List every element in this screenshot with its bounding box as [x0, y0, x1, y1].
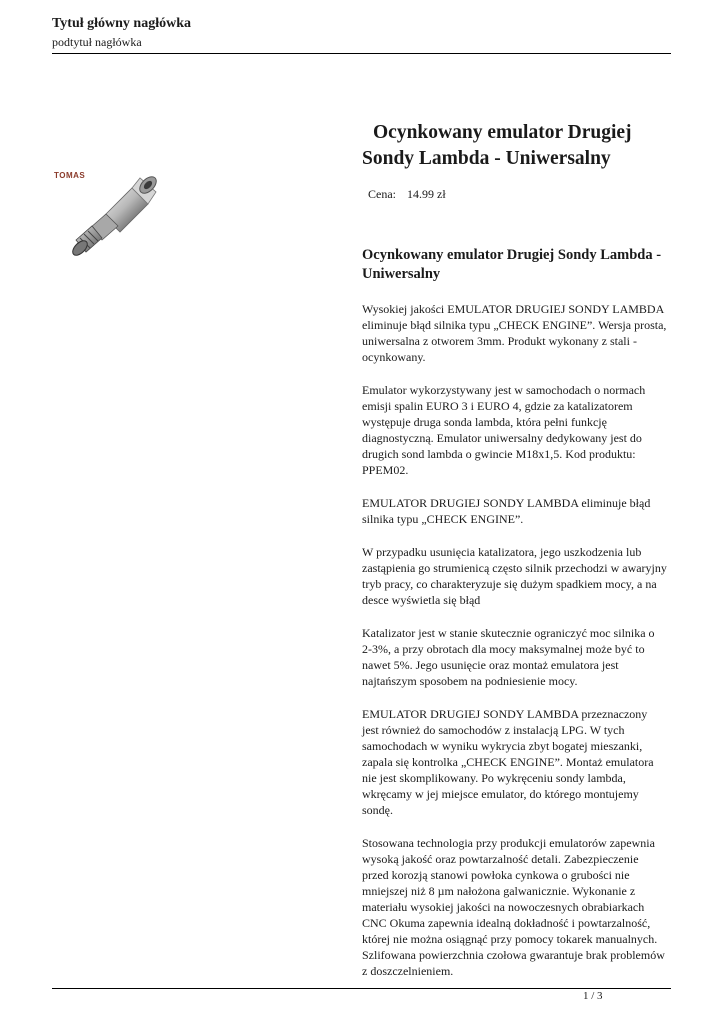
- product-title-line: Sondy Lambda - Uniwersalny: [362, 148, 611, 169]
- paragraph-line: przed korozją stanowi powłoka cynkowa o grubości nie: [362, 868, 630, 882]
- paragraph-line: występuje druga sonda lambda, która pełni funkcję: [362, 415, 607, 429]
- paragraph-line: której nie można osiągnąć przy pomocy tokarek manualnych.: [362, 932, 658, 946]
- description-heading-line: Ocynkowany emulator Drugiej Sondy Lambda -: [362, 247, 662, 263]
- header-subtitle: podtytuł nagłówka: [52, 35, 142, 49]
- paragraph-line: CNC Okuma zapewnia idealną dokładność i powtarzalność,: [362, 916, 651, 930]
- product-description: [362, 246, 680, 996]
- paragraph-line: zastąpienia go strumienicą często silnik przechodzi w awaryjny: [362, 561, 667, 575]
- footer-divider: [52, 988, 671, 989]
- description-paragraph: [362, 544, 680, 608]
- price-label: Cena:: [368, 187, 396, 201]
- paragraph-line: Stosowana technologia przy produkcji emulatorów zapewnia: [362, 836, 655, 850]
- paragraph-line: tryb pracy, co charakteryzuje się dużym spadkiem mocy, a na: [362, 577, 657, 591]
- paragraph-line: z doszczelnieniem.: [362, 964, 454, 978]
- paragraph-line: diagnostyczną. Emulator uniwersalny dedykowany jest do: [362, 431, 642, 445]
- paragraph-line: samochodach w wyniku wykrycia zbyt bogatej mieszanki,: [362, 739, 643, 753]
- paragraph-line: Katalizator jest w stanie skutecznie ograniczyć moc silnika o: [362, 626, 655, 640]
- paragraph-line: najtańszym sposobem na podniesienie mocy.: [362, 674, 578, 688]
- description-paragraph: [362, 382, 680, 478]
- paragraph-line: 2-3%, a przy obrotach dla mocy maksymalnej może być to: [362, 642, 645, 656]
- paragraph-line: drugich sond lambda o gwincie M18x1,5. Kod produktu:: [362, 447, 636, 461]
- paragraph-line: PPEM02.: [362, 463, 409, 477]
- description-paragraphs: [362, 301, 680, 979]
- product-image: [52, 168, 164, 272]
- header-divider: [52, 53, 671, 54]
- paragraph-line: emisji spalin EURO 3 i EURO 4, gdzie za katalizatorem: [362, 399, 633, 413]
- paragraph-line: EMULATOR DRUGIEJ SONDY LAMBDA przeznaczony: [362, 707, 648, 721]
- description-heading-line: Uniwersalny: [362, 266, 441, 282]
- paragraph-line: ocynkowany.: [362, 350, 426, 364]
- paragraph-line: nie jest skomplikowany. Po wykręceniu sondy lambda,: [362, 771, 626, 785]
- paragraph-line: jest również do samochodów z instalacją LPG. W tych: [362, 723, 625, 737]
- description-paragraph: [362, 625, 680, 689]
- price: [368, 186, 446, 202]
- paragraph-line: zapala się kontrolka „CHECK ENGINE”. Montaż emulatora: [362, 755, 654, 769]
- description-paragraph: [362, 301, 680, 365]
- header-title: Tytuł główny nagłówka: [52, 16, 191, 31]
- description-heading: [362, 246, 680, 284]
- paragraph-line: EMULATOR DRUGIEJ SONDY LAMBDA eliminuje błąd: [362, 496, 651, 510]
- paragraph-line: materiału wysokiej jakości na nowoczesnych obrabiarkach: [362, 900, 645, 914]
- paragraph-line: desce wyświetla się błąd: [362, 593, 481, 607]
- price-value: 14.99 zł: [407, 187, 446, 201]
- description-paragraph: [362, 706, 680, 818]
- paragraph-line: W przypadku usunięcia katalizatora, jego uszkodzenia lub: [362, 545, 642, 559]
- emulator-part-drawing: [70, 174, 159, 258]
- paragraph-line: Szlifowana powierzchnia czołowa gwarantuje brak problemów: [362, 948, 665, 962]
- product-title-line: Ocynkowany emulator Drugiej: [373, 122, 632, 143]
- description-paragraph: [362, 495, 680, 527]
- description-paragraph: [362, 835, 680, 979]
- paragraph-line: wkręcamy w jej miejsce emulator, do którego montujemy: [362, 787, 639, 801]
- paragraph-line: nawet 5%. Jego usunięcie oraz montaż emulatora jest: [362, 658, 619, 672]
- paragraph-line: Wysokiej jakości EMULATOR DRUGIEJ SONDY LAMBDA: [362, 302, 665, 316]
- paragraph-line: mniejszej niż 8 µm nałożona galwanicznie. Wykonanie z: [362, 884, 636, 898]
- paragraph-line: Emulator wykorzystywany jest w samochodach o normach: [362, 383, 646, 397]
- product-title: [362, 120, 682, 172]
- paragraph-line: wysoką jakość oraz powtarzalność detali. Zabezpieczenie: [362, 852, 639, 866]
- paragraph-line: sondę.: [362, 803, 393, 817]
- paragraph-line: uniwersalna z otworem 3mm. Produkt wykonany z stali -: [362, 334, 637, 348]
- brand-logo-text: TOMAS: [54, 171, 86, 180]
- paragraph-line: silnika typu „CHECK ENGINE”.: [362, 512, 524, 526]
- page-number: 1 / 3: [583, 990, 603, 1002]
- paragraph-line: eliminuje błąd silnika typu „CHECK ENGINE”. Wersja prosta,: [362, 318, 667, 332]
